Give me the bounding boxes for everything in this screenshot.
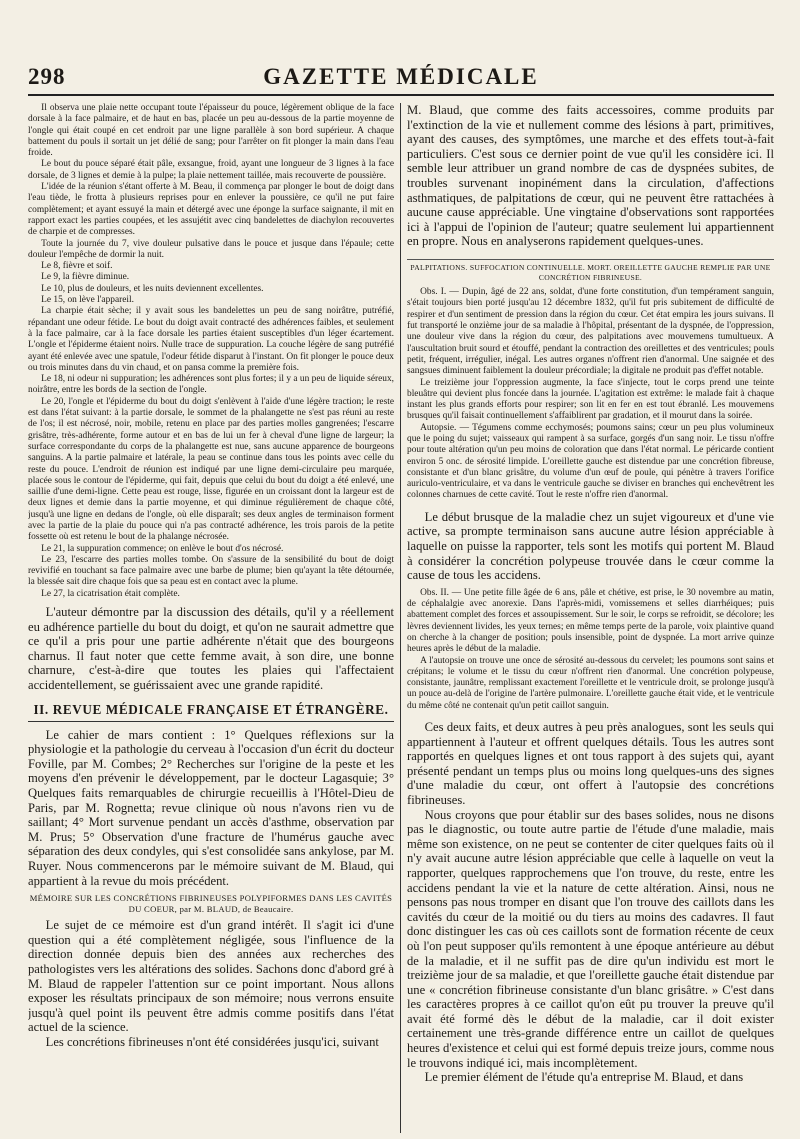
observation-paragraph: Autopsie. — Tégumens comme ecchymosés; poumons sains; cœur un peu plus volumineux que le poing du sujet; vaisseaux qui rampent à sa surface, gorgés d'un sang noir. Le tissu n'offre pour toute altération qu'un peu moins de coloration que dans l'état normal. Le péricarde contient environ 5 onc. de sérosité limpide. L'oreillette gauche est distendue par une concrétion fibreuse, consistante et d'un blanc grisâtre, du volume d'un œuf de poule, qui pénètre à travers l'orifice auriculo-ventriculaire, et va dans le ventricule gauche se diviser en branches qui enchevêtrent les colonnes charnues de cette cavité. Tout le reste n'offre rien d'anormal. xyxy=(407,422,774,501)
day-entry: Le 10, plus de douleurs, et les nuits deviennent excellentes. xyxy=(41,283,264,294)
commentary-paragraph: Nous croyons que pour établir sur des bases solides, nous ne disons pas le diagnostic, ou toute autre partie de l'étude d'une maladie, mais même son existence, on ne peut se contenter de citer quelques faits où il n'y avait aucune autre lésion appréciable que celle à laquelle on veut la rapporter, quelques rapprochemens que l'on trouve, du reste, entre les accidens pendant la vie et la nature de cette altération. Ainsi, nous ne pensons pas nous tromper en disant que l'on trouve des caillots dans les cavités du cœur de la moitié ou du tiers au moins des cadavres. Il faut donc distinguer les cas où ces caillots sont de formation récente de ceux où l'on peut supposer qu'ils remontent à une époque antérieure au début de la maladie, et il ne suffit pas de dire qu'un individu est mort le treizième jour de sa maladie, et que l'oreillette gauche était distendue par une « concrétion fibrineuse consistante d'un blanc grisâtre. » C'est dans les caractères propres à ce caillot qu'on eût pu trouver la preuve qu'il avait été formé dès le début de la maladie, car il doit exister certainement une très-grande différence entre un caillot de quelques heures d'existence et celui qui est formé depuis treize jours, comme nous le trouvons indiqué ici, mais incomplètement. xyxy=(407,807,774,1070)
commentary-paragraph: Le début brusque de la maladie chez un sujet vigoureux et d'une vie active, sa prompte terminaison sans aucune autre lésion appréciable à laquelle on puisse la rapporter, tels sont les motifs qui portent M. Blaud à considérer la concrétion polypeuse trouvée dans le cœur comme la cause de tous les accidens. xyxy=(407,509,774,583)
commentary-paragraph: Le premier élément de l'étude qu'a entreprise M. Blaud, et dans xyxy=(424,1070,744,1085)
case-paragraph: Il observa une plaie nette occupant toute l'épaisseur du pouce, légèrement oblique de la face dorsale à la face palmaire, et de haut en bas, placée un peu au-dessous de la partie moyenne de l'ongle qui était coupé en cet endroit par une ligne parallèle à son bord supérieur. A chaque battement du pouls il sortait un jet délié de sang; pour l'arrêter on fit plonger la main dans l'eau froide. xyxy=(28,103,394,159)
section-heading: II. REVUE MÉDICALE FRANÇAISE ET ÉTRANGÈRE. xyxy=(28,702,394,722)
case-paragraph: Le 18, ni odeur ni suppuration; les adhérences sont plus fortes; il y a un peu de liquide séreux, noirâtre, entre les bords de la section de l'ongle. xyxy=(28,374,394,396)
commentary-paragraph: Ces deux faits, et deux autres à peu près analogues, sont les seuls qui appartiennent à l'auteur et offrent quelques détails. Tous les autres sont rapportés en quelques lignes et ont tous rapport à des sujets qui, ayant présenté pendant un temps plus ou moins long quelques-uns des signes d'une maladie du cœur, ont offert à l'autopsie des concrétions fibrineuses. xyxy=(407,720,774,807)
page-number: 298 xyxy=(28,64,66,89)
left-column xyxy=(28,103,401,1133)
observation-paragraph: A l'autopsie on trouve une once de sérosité au-dessous du cervelet; les poumons sont sains et crépitans; le volume et le tissu du cœur n'offrent rien d'anormal. Une concrétion polypeuse, consistante, jaunâtre, remplissant exactement l'oreillette et le ventricule droit, se prolonge jusqu'à un pouce au-delà de l'origine de l'artère pulmonaire. L'oreillette gauche était vide, et le ventricule du même côté ne contenait qu'un petit caillot sanguin. xyxy=(407,655,774,711)
continued-paragraph: M. Blaud, que comme des faits accessoires, comme produits par l'extinction de la vie et nullement comme des lésions à part, primitives, ayant des causes, des symptômes, une marche et des effets tout-à-fait particuliers. C'est sous ce dernier point de vue qu'il les considère ici. Il semble leur attribuer un grand nombre de cas de dyspnées subites, de troubles survenant inopinément dans la circulation, d'affections asthmatiques, de palpitations de cœur, qui ne peuvent être rattachées à aucune cause appréciable. Une vingtaine d'observations sont rapportées ici à l'appui de l'opinion de l'auteur; quatre seulement lui appartiennent en propre. Nous en analyserons rapidement quelques-unes. xyxy=(407,103,774,249)
case-paragraph: Toute la journée du 7, vive douleur pulsative dans le pouce et jusque dans l'épaule; cette douleur l'empêche de dormir la nuit. xyxy=(28,238,394,260)
case-paragraph: Le 21, la suppuration commence; on enlève le bout d'os nécrosé. xyxy=(41,543,284,554)
right-column xyxy=(401,103,774,1133)
observation-title: PALPITATIONS. SUFFOCATION CONTINUELLE. MORT. OREILLETTE GAUCHE REMPLIE PAR UNE CONCRÉTION FIBRINEUSE. xyxy=(407,259,774,282)
case-paragraph: Le 20, l'ongle et l'épiderme du bout du doigt s'enlèvent à l'aide d'une légère traction; le reste est dans l'état suivant: à la partie dorsale, le sommet de la phalangette ne s'est pas réuni au reste de l'os; il est nécrosé, noir, mobile, retenu en place par des parties molles gangrenées; l'escarre grisâtre, très-adhérente, forme autour et en bas de lui un fer à cheval d'une ligne de largeur; la surface correspondante du corps de la phalangette est nue, sans aucune apparence de bourgeons sanguins. A la partie palmaire et latérale, la peau se continue dans tous les points avec celle du reste du pouce. L'endroit de réunion est indiqué par une ligne demi-circulaire peu marquée, placée sous le contour de l'épiderme, qui fait, depuis que celui du bout du doigt a été enlevé, une saillie d'une demi-ligne. Cette peau est rouge, lisse, figurée en un croissant dont la largeur est de deux lignes et demie dans la partie moyenne, et qui diminue régulièrement de chaque côté, jusqu'à une ligne en dedans de l'ongle, où elle disparaît; ses deux angles de terminaison forment avec la partie de la plaie du pouce qui n'a pas contracté adhérence, les trois parois de la petite fossette où est retenu le bout de la phalange nécrosée. xyxy=(28,396,394,543)
day-entry: Le 15, on lève l'appareil. xyxy=(41,295,134,306)
article-paragraph: Le sujet de ce mémoire est d'un grand intérêt. Il s'agit ici d'une question qui a été complètement négligée, sous l'influence de la direction donnée depuis bien des années aux recherches des pathologistes vers les altérations des solides. Sachons donc d'abord gré à M. Blaud de rappeler l'attention sur ce point important. Nous allons exposer les résultats principaux de son mémoire; nous verrons ensuite jusqu'à quel point ils peuvent être admis comme positifs dans l'état actuel de la science. xyxy=(28,918,394,1035)
page-header xyxy=(28,64,774,96)
article-paragraph: Les concrétions fibrineuses n'ont été considérées jusqu'ici, suivant xyxy=(45,1034,379,1049)
case-paragraph: Le 23, l'escarre des parties molles tombe. On s'assure de la sensibilité du bout de doigt revivifié en touchant sa face palmaire avec une barbe de plume; bien qu'ayant la tête détournée, la blessée sait dire chaque fois que sa peau est en contact avec la plume. xyxy=(28,554,394,588)
journal-title: GAZETTE MÉDICALE xyxy=(263,64,539,89)
observation-paragraph: Obs. I. — Dupin, âgé de 22 ans, soldat, d'une forte constitution, d'un tempérament sanguin, s'était toujours bien porté jusqu'au 12 décembre 1832, qu'il fut pris subitement de difficulté de respirer et d'un sentiment de pression dans la région du cœur. Cet état empira les jours suivans. Il fut transporté le onzième jour de sa maladie à l'hôpital, présentant de la dyspnée, de l'oppression, une douleur vive dans la région du cœur, des palpitations avec mouvemens tumultueux. A l'auscultation bruit sourd et étouffé, pendant la contraction des oreillettes et des ventricules; pouls petit, fréquent, irrégulier, inégal. Les autres organes n'offrent rien d'anormal. Une saignée et des sangsues diminuent faiblement la douleur précordiale; la digitale ne produit pas d'effet notable. xyxy=(407,287,774,377)
article-title: MÉMOIRE SUR LES CONCRÉTIONS FIBRINEUSES POLYPIFORMES DANS LES CAVITÉS DU COEUR, par M. BLAUD, de Beaucaire. xyxy=(29,893,393,914)
case-paragraph: Le 27, la cicatrisation était complète. xyxy=(41,588,180,599)
day-entry: Le 8, fièvre et soif. xyxy=(41,261,113,272)
case-paragraph: Le bout du pouce séparé était pâle, exsangue, froid, ayant une longueur de 3 lignes à la face dorsale, de 3 lignes et demie à la pulpe; la plaie nettement taillée, mais recouverte de poussière. xyxy=(28,159,394,181)
case-paragraph: La charpie était sèche; il y avait sous les bandelettes un peu de sang noirâtre, putréfié, répandant une odeur fétide. Le bout du doigt avait contracté des adhérences faibles, et seulement à la face palmaire, car à la face dorsale les parties étaient susceptibles d'un léger écartement. L'ongle et l'épiderme étaient noirs. Nulle trace de suppuration. La couche légère de sang putréfié ayant été enlevée avec une spatule, l'odeur fétide disparut à l'instant. On fit plonger le pouce deux ou trois minutes dans du vin chaud, et on pansa comme la première fois. xyxy=(28,306,394,373)
day-entry: Le 9, la fièvre diminue. xyxy=(41,272,130,283)
observation-paragraph: Obs. II. — Une petite fille âgée de 6 ans, pâle et chétive, est prise, le 30 novembre au matin, de céphalalgie avec anorexie. Dans l'après-midi, vomissemens et selles diarrhéiques; puis abattement complet des forces et assoupissement. Sur le soir, le corps se refroidit, se décolore; les lèvres deviennent livides, les yeux ternes; en même temps perte de la parole, voix plaintive quand on cherche à la changer de position; pouls insensible, point de dyspnée. La mort arrive quinze heures après le début de la maladie. xyxy=(407,587,774,655)
text-columns xyxy=(28,103,774,1133)
case-paragraph: L'idée de la réunion s'étant offerte à M. Beau, il commença par plonger le bout de doigt dans l'eau tiède, le frotta à plusieurs reprises pour en enlever la poussière, ce qu'il ne put faire complètement; et ayant essuyé la main et détergé avec une éponge la surface saignante, il mit en rapport exact les parties coupées, et les assujétit avec cinq bandelettes de diachylon recouvertes de charpie et de compresses. xyxy=(28,182,394,238)
observation-paragraph: Le treizième jour l'oppression augmente, la face s'injecte, tout le corps prend une teinte bleuâtre qui devient plus foncée dans la journée. L'agitation est extrême: le malade fait à chaque instant les plus grands efforts pour respirer; son lit en fer en est tout ébranlé. Les mouvemens brusques qu'il faisait continuellement s'affaiblirent par gradation, et il mourut dans la soirée. xyxy=(407,377,774,422)
conclusion-paragraph: L'auteur démontre par la discussion des détails, qu'il y a réellement eu adhérence partielle du bout du doigt, et qu'on ne saurait admettre que ce qu'il a pris pour une partie adhérente n'était que des bourgeons charnus. Il faut noter que cette femme avait, à son dire, une bonne charnure, c'est-à-dire que toutes les plaies qui l'affectaient accidentellement, se guérissaient avec une grande rapidité. xyxy=(28,605,394,693)
revue-intro: Le cahier de mars contient : 1° Quelques réflexions sur la physiologie et la pathologie du cerveau à l'occasion d'un écrit du docteur Foville, par M. Combes; 2° Recherches sur l'origine de la peste et les moyens d'en prévenir le développement, par le docteur Lagasquie; 3° Quelques faits remarquables de chirurgie recueillis à l'Hôtel-Dieu de Paris, par M. Rognetta; revue clinique où nous n'avons rien vu de saillant; 4° Mort survenue pendant un accès d'asthme, observation par M. Prus; 5° Observation d'une fracture de l'humérus gauche avec séparation des deux condyles, qui s'est consolidée sans ankylose, par M. Ruyer. Nous commencerons par le mémoire suivant de M. Blaud, qui appartient à la revue du mois précédent. xyxy=(28,727,394,888)
